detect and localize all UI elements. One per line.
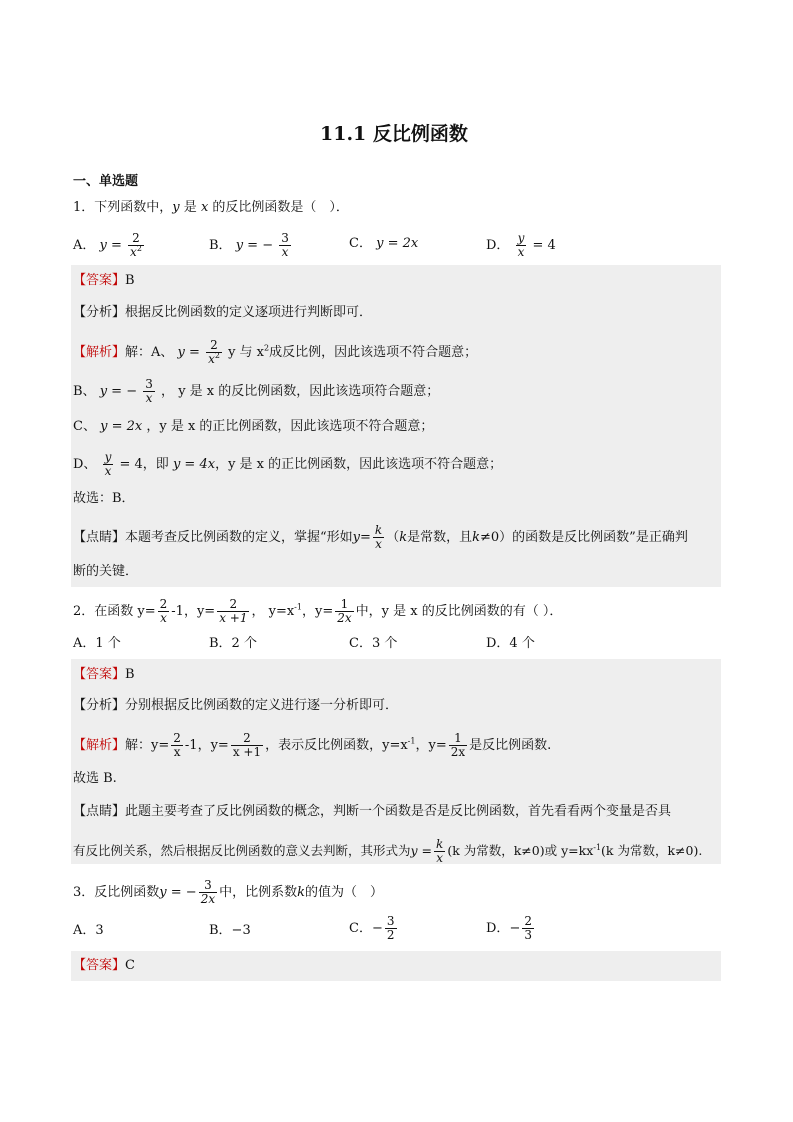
math-text: y= [352, 530, 371, 545]
fraction [434, 838, 445, 865]
exponent: 2 [136, 244, 142, 253]
point-text: （ [386, 530, 400, 545]
solution-text: ，y= [415, 738, 447, 753]
q2-point-line-2 [73, 838, 702, 865]
q1-answer [73, 272, 135, 290]
math-text: y = 2x [376, 236, 419, 251]
denominator: x [104, 464, 112, 478]
math-text: y = − [159, 885, 197, 900]
q3-stem-text: 的值为（ ） [305, 885, 384, 900]
numerator: k [436, 837, 444, 851]
fraction [449, 732, 467, 759]
q2-stem-text: 2．在函数 y= [73, 604, 156, 619]
numerator: k [374, 523, 383, 537]
q1-option-b [209, 232, 293, 259]
denominator: x +1 [219, 611, 248, 625]
q1-choose: 故选：B． [73, 491, 135, 506]
q2-stem [73, 598, 562, 625]
solution-text: ， [161, 384, 175, 399]
q2-stem-text: ， y=x [251, 604, 295, 619]
solution-text: y 是 x 的反比例函数，因此该选项符合题意； [178, 384, 440, 399]
math-text: y = − [235, 238, 274, 253]
point-text: 有反比例关系，然后根据反比例函数的意义去判断，其形式为 [73, 843, 411, 858]
denominator: x [173, 745, 181, 759]
var-k: k [399, 530, 408, 545]
q3-option-a: A．3 [73, 923, 104, 938]
option-label: A． [73, 238, 96, 253]
answer-value: C [125, 958, 135, 973]
point-text: ≠0）的函数是反比例函数”是正确判 [480, 530, 688, 545]
q2-option-a: A．1 个 [73, 636, 121, 651]
solution-text: y 与 x [228, 345, 265, 360]
point-text: 此题主要考查了反比例函数的概念，判断一个函数是否是反比例函数，首先看看两个变量是否具 [125, 804, 672, 819]
math-text: y = [177, 345, 200, 360]
q1-solution-line-4 [73, 451, 502, 478]
var-x: x [200, 200, 209, 215]
q1-analysis [73, 304, 372, 322]
numerator: 3 [199, 879, 217, 893]
analysis-text: 分别根据反比例函数的定义进行逐一分析即可． [125, 698, 399, 713]
denominator: 2x [200, 892, 216, 906]
option-label: C． [349, 921, 372, 936]
var-k: k [472, 530, 481, 545]
fraction [516, 232, 527, 259]
denominator: x [130, 245, 137, 259]
numerator: y [517, 231, 525, 245]
fraction [199, 879, 217, 906]
exponent: -1 [407, 736, 416, 746]
numerator: 3 [145, 377, 153, 391]
q2-stem-text: 中，y 是 x 的反比例函数的有（ ）． [355, 604, 563, 619]
option-label: C． [349, 236, 372, 251]
answer-tag: 【答案】 [73, 667, 126, 682]
q3-answer [73, 957, 135, 975]
solution-text: 解：y= [125, 738, 170, 753]
solution-text: 成反比例，因此该选项不符合题意； [269, 345, 478, 360]
math-text: y = 4x [172, 457, 216, 472]
math-text: y = − [99, 384, 138, 399]
fraction [522, 915, 534, 942]
q1-point-line-2: 断的关键． [73, 564, 139, 579]
numerator: 2 [231, 732, 263, 746]
numerator: 2 [128, 232, 144, 246]
option-label: D． [486, 238, 510, 253]
numerator: 2 [524, 914, 532, 928]
q2-answer-box [71, 659, 721, 864]
exponent: 2 [214, 351, 220, 360]
solution-text: -1，y= [184, 738, 229, 753]
denominator: x [160, 611, 167, 625]
var-k: k [297, 885, 305, 900]
denominator: x [436, 851, 444, 865]
solution-text: ，y 是 x 的正比例函数，因此该选项不符合题意； [146, 419, 434, 434]
option-label: B． [209, 238, 232, 253]
q1-option-c [349, 235, 418, 253]
denominator: 3 [524, 928, 532, 942]
denominator: 2x [337, 611, 352, 625]
analysis-tag: 【分析】 [73, 698, 126, 713]
q2-option-b: B．2 个 [209, 636, 257, 651]
q2-stem-text: -1，y= [171, 604, 216, 619]
point-tag: 【点睛】 [73, 530, 126, 545]
solution-tag: 【解析】 [73, 345, 126, 360]
point-text: 是常数，且 [407, 530, 473, 545]
q1-solution-line-2 [73, 378, 439, 405]
point-text: (k 为常数，k≠0)或 y=kx [447, 843, 594, 858]
denominator: x +1 [232, 745, 262, 759]
math-text: = 4 [119, 457, 143, 472]
q2-analysis [73, 697, 398, 715]
numerator: 3 [386, 914, 395, 928]
denominator: x [145, 391, 153, 405]
denominator: x [517, 245, 525, 259]
answer-tag: 【答案】 [73, 958, 126, 973]
fraction [373, 524, 384, 551]
q1-solution-line-3 [73, 418, 433, 436]
q1-stem [73, 199, 349, 217]
denominator: 2 [386, 928, 395, 942]
math-text: y = 2x [100, 419, 143, 434]
math-text: = 4 [532, 238, 556, 253]
math-text: − [509, 921, 521, 936]
answer-tag: 【答案】 [73, 273, 126, 288]
solution-text: C、 [73, 419, 96, 434]
math-text: − [371, 921, 383, 936]
point-text: (k 为常数，k≠0). [601, 843, 703, 858]
q2-choose: 故选 B. [73, 771, 117, 786]
numerator: 3 [281, 231, 289, 245]
q3-stem-text: 3．反比例函数 [73, 885, 160, 900]
fraction [206, 339, 222, 366]
denominator: x [375, 537, 382, 551]
q3-option-c [349, 915, 399, 942]
fraction [279, 232, 291, 259]
fraction [171, 732, 183, 759]
fraction [385, 915, 397, 942]
q2-option-c: C．3 个 [349, 636, 398, 651]
denominator: x [281, 245, 289, 259]
exponent: -1 [593, 842, 602, 852]
q3-stem-text: 中，比例系数 [219, 885, 298, 900]
numerator: 2 [173, 731, 181, 745]
var-y: y [172, 200, 180, 215]
math-text: y = [99, 238, 122, 253]
solution-text: ，即 [142, 457, 169, 472]
q1-stem-text: 是 [183, 200, 197, 215]
answer-value: B [125, 667, 135, 682]
exponent: 2 [264, 343, 270, 353]
fraction [158, 598, 170, 625]
math-text: y = [410, 843, 433, 858]
point-text: 本题考查反比例函数的定义，掌握“形如 [125, 530, 353, 545]
solution-text: D、 [73, 457, 97, 472]
answer-value: B [125, 273, 135, 288]
option-label: D． [486, 921, 510, 936]
analysis-tag: 【分析】 [73, 305, 126, 320]
solution-tag: 【解析】 [73, 738, 126, 753]
point-tag: 【点睛】 [73, 804, 126, 819]
numerator: y [104, 450, 112, 464]
denominator: x [208, 352, 215, 366]
q1-option-a [73, 232, 146, 259]
solution-text: ，y 是 x 的正比例函数，因此该选项不符合题意； [215, 457, 503, 472]
fraction [335, 598, 353, 625]
solution-text: B、 [73, 384, 96, 399]
q2-solution [73, 732, 551, 759]
numerator: 2 [159, 597, 168, 611]
fraction [143, 378, 155, 405]
numerator: 1 [335, 598, 353, 612]
exponent: -1 [294, 602, 302, 612]
q3-answer-box [71, 951, 721, 981]
q3-option-d [486, 915, 536, 942]
numerator: 2 [206, 339, 222, 353]
page-title: 11.1 反比例函数 [320, 123, 468, 145]
section-heading: 一、单选题 [73, 174, 139, 189]
q1-point-line-1 [73, 524, 688, 551]
analysis-text: 根据反比例函数的定义逐项进行判断即可． [125, 305, 373, 320]
denominator: 2x [450, 745, 466, 759]
fraction [231, 732, 263, 759]
solution-text: 是反比例函数. [469, 738, 552, 753]
q2-point-line-1 [73, 803, 671, 821]
q2-answer [73, 666, 135, 684]
q3-option-b: B．−3 [209, 923, 251, 938]
solution-text: ，表示反比例函数，y=x [265, 738, 408, 753]
q1-solution-line-1 [73, 339, 477, 366]
fraction [128, 232, 144, 259]
fraction [103, 451, 114, 478]
numerator: 1 [449, 732, 467, 746]
q3-stem [73, 879, 383, 906]
q1-option-d [486, 232, 556, 259]
q2-option-d: D．4 个 [486, 636, 535, 651]
q2-stem-text: ，y= [301, 604, 334, 619]
solution-text: 解：A、 [125, 345, 174, 360]
q1-stem-text: 1．下列函数中， [73, 200, 173, 215]
numerator: 2 [217, 598, 249, 612]
q1-stem-text: 的反比例函数是（ ）． [212, 200, 349, 215]
fraction [217, 598, 249, 625]
